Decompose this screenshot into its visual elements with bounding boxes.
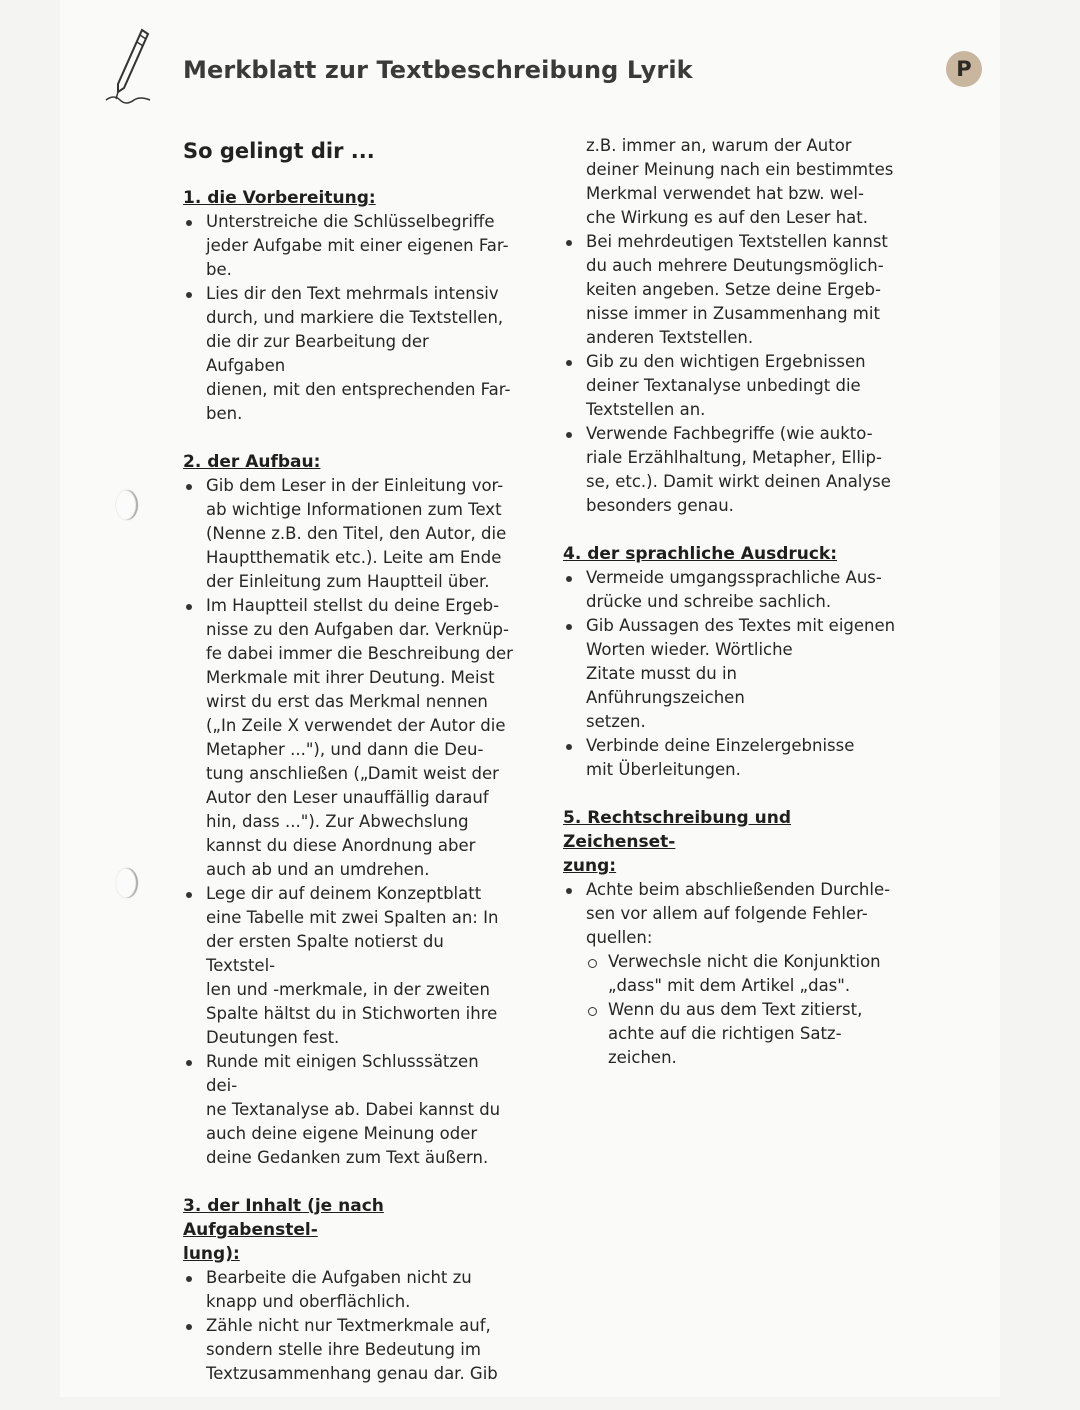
list-item: Lege dir auf deinem Konzeptblatt eine Tabelle mit zwei Spalten an: In der ersten Spalte notierst du Textstel- len und -merkmale, in der zweiten Spalte hältst du in Stichworten ihre Deutungen fest. — [183, 882, 513, 1050]
sub-list-item: Verwechsle nicht die Konjunktion „dass" mit dem Artikel „das". — [585, 950, 898, 998]
list-item: Achte beim abschließenden Durchle- sen vor allem auf folgende Fehler- quellen: — [563, 878, 898, 950]
left-column — [183, 138, 513, 1410]
list-item-continuation: z.B. immer an, warum der Autor deiner Meinung nach ein bestimmtes Merkmal verwendet hat bzw. wel- che Wirkung es auf den Leser hat. — [586, 136, 894, 227]
section-heading: 4. der sprachliche Ausdruck: — [563, 544, 838, 564]
list-item: Lies dir den Text mehrmals intensiv durch, und markiere die Textstellen, die dir zur Bearbeitung der Aufgaben dienen, mit den entsprechenden Far- ben. — [183, 282, 513, 426]
section-heading: 2. der Aufbau: — [183, 452, 321, 472]
pen-icon — [104, 26, 154, 106]
section-heading: 1. die Vorbereitung: — [183, 188, 376, 208]
list-item: Bei mehrdeutigen Textstellen kannst du auch mehrere Deutungsmöglich- keiten angeben. Setze deine Ergeb- nisse immer in Zusammenhang mit anderen Textstellen. — [563, 230, 898, 350]
category-badge: P — [946, 51, 982, 87]
punch-hole — [116, 490, 138, 520]
section-structure — [183, 450, 513, 1170]
punch-hole — [116, 868, 138, 898]
section-heading: 5. Rechtschreibung und Zeichenset- zung: — [563, 808, 792, 876]
right-column — [563, 134, 898, 1094]
section-spelling — [563, 806, 898, 1070]
list-item: Verwende Fachbegriffe (wie aukto- riale Erzählhaltung, Metapher, Ellip- se, etc.). Damit wirkt deinen Analyse besonders genau. — [563, 422, 898, 518]
sub-list-item: Wenn du aus dem Text zitierst, achte auf die richtigen Satz- zeichen. — [585, 998, 898, 1070]
list-item: Zähle nicht nur Textmerkmale auf, sondern stelle ihre Bedeutung im Textzusammenhang genau dar. Gib — [183, 1314, 513, 1386]
lead-heading: So gelingt dir ... — [183, 139, 375, 163]
list-item: Im Hauptteil stellst du deine Ergeb- nisse zu den Aufgaben dar. Verknüp- fe dabei immer die Beschreibung der Merkmale mit ihrer Deutung. Meist wirst du erst das Merkmal nennen („In Zeile X verwendet der Autor die Metapher ..."), und dann die Deu- tung anschließen („Damit weist der Autor den Leser unauffällig darauf hin, dass ..."). Zur Abwechslung kannst du diese Anordnung aber auch ab und an umdrehen. — [183, 594, 513, 882]
section-preparation — [183, 186, 513, 426]
list-item: Gib zu den wichtigen Ergebnissen deiner Textanalyse unbedingt die Textstellen an. — [563, 350, 898, 422]
list-item: Verbinde deine Einzelergebnisse mit Überleitungen. — [563, 734, 898, 782]
list-item: Runde mit einigen Schlusssätzen dei- ne Textanalyse ab. Dabei kannst du auch deine eigene Meinung oder deine Gedanken zum Text äußern. — [183, 1050, 513, 1170]
section-content — [183, 1194, 513, 1386]
list-item: Gib dem Leser in der Einleitung vor- ab wichtige Informationen zum Text (Nenne z.B. den Titel, den Autor, die Hauptthematik etc.). Leite am Ende der Einleitung zum Hauptteil über. — [183, 474, 513, 594]
section-language — [563, 542, 898, 782]
list-item: Bearbeite die Aufgaben nicht zu knapp und oberflächlich. — [183, 1266, 513, 1314]
page-title: Merkblatt zur Textbeschreibung Lyrik — [183, 56, 693, 84]
list-item: Vermeide umgangssprachliche Aus- drücke und schreibe sachlich. — [563, 566, 898, 614]
list-item: Unterstreiche die Schlüsselbegriffe jeder Aufgabe mit einer eigenen Far- be. — [183, 210, 513, 282]
list-item: Gib Aussagen des Textes mit eigenen Worten wieder. Wörtliche Zitate musst du in Anführungszeichen setzen. — [563, 614, 898, 734]
section-content-continued — [563, 134, 898, 518]
section-heading: 3. der Inhalt (je nach Aufgabenstel- lung): — [183, 1196, 384, 1264]
